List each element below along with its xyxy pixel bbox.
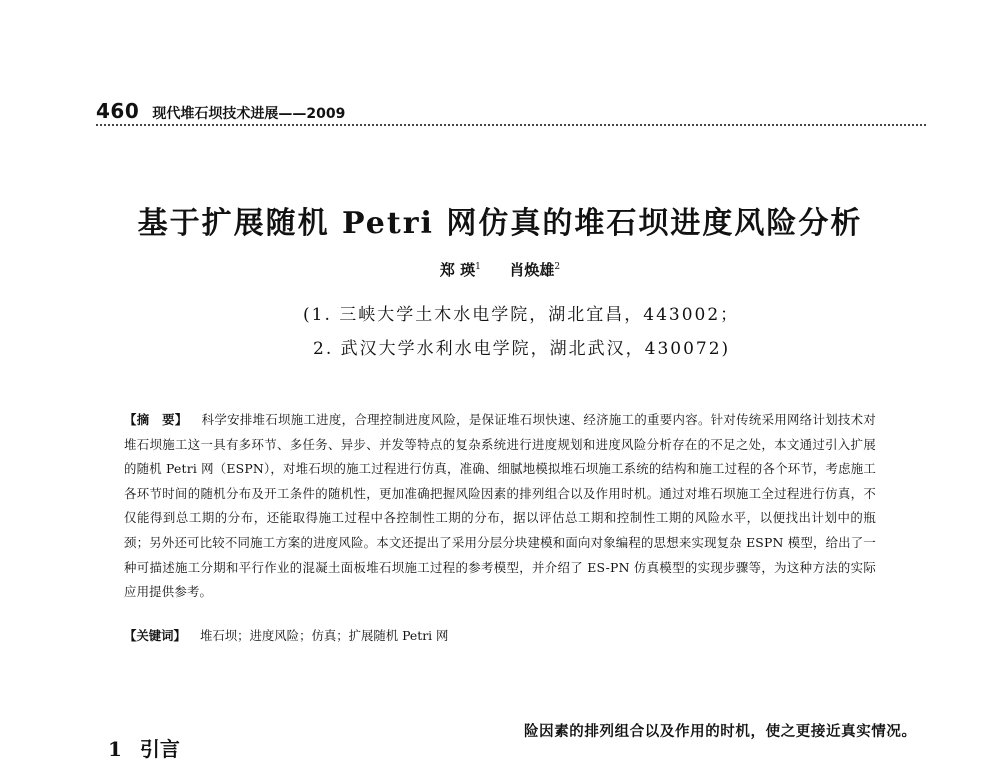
abstract-text: 科学安排堆石坝施工进度，合理控制进度风险，是保证堆石坝快速、经济施工的重要内容。针对传统采用网络计划技术对堆石坝施工这一具有多环节、多任务、异步、并发等特点的复杂系统进行进度规划和进度风险分析存在的不足之处，本文通过引入扩展的随机 Petri 网（ESPN），对堆石坝的施工过程进行仿真，准确、细腻地模拟堆石坝施工系统的结构和施工过程的各个环节，考虑施工各环节时间的随机分布及开工条件的随机性，更加准确把握风险因素的排列组合以及作用时机。通过对堆石坝施工全过程进行仿真，不仅能得到总工期的分布，还能取得施工过程中各控制性工期的分布，据以评估总工期和控制性工期的风险水平，以便找出计划中的瓶颈；另外还可比较不同施工方案的进度风险。本文还提出了采用分层分块建模和面向对象编程的思想来实现复杂 ESPN 模型，给出了一种可描述施工分期和平行作业的混凝土面板堆石坝施工过程的参考模型，并介绍了 ES-PN 仿真模型的实现步骤等，为这种方法的实际应用提供参考。	[124, 412, 876, 600]
section-number: 1	[108, 737, 122, 761]
body-text-right-column: 险因素的排列组合以及作用的时机，使之更接近真实情况。	[524, 723, 917, 740]
keywords-block	[124, 626, 448, 644]
paper-title: 基于扩展随机 Petri 网仿真的堆石坝进度风险分析	[137, 206, 863, 241]
journal-name: 现代堆石坝技术进展——2009	[152, 106, 346, 122]
section-title: 引言	[139, 737, 180, 761]
author-name: 郑 瑛	[439, 261, 476, 279]
keywords-label: 【关键词】	[124, 628, 186, 643]
running-header	[96, 99, 345, 123]
affiliation-line: 2. 武汉大学水利水电学院，湖北武汉，430072)	[313, 339, 731, 359]
author-affiliation-mark: 1	[475, 262, 481, 272]
keywords-text: 堆石坝；进度风险；仿真；扩展随机 Petri 网	[199, 628, 449, 643]
author-list	[0, 259, 1000, 280]
abstract-label: 【摘 要】	[124, 412, 188, 427]
header-divider	[96, 124, 926, 126]
affiliation-line: (1. 三峡大学土木水电学院，湖北宜昌，443002；	[303, 305, 740, 325]
author-name: 肖焕雄	[509, 261, 555, 279]
page-number: 460	[96, 99, 140, 123]
author-affiliation-mark: 2	[554, 262, 561, 272]
abstract-block	[124, 408, 876, 605]
section-heading	[108, 733, 180, 762]
